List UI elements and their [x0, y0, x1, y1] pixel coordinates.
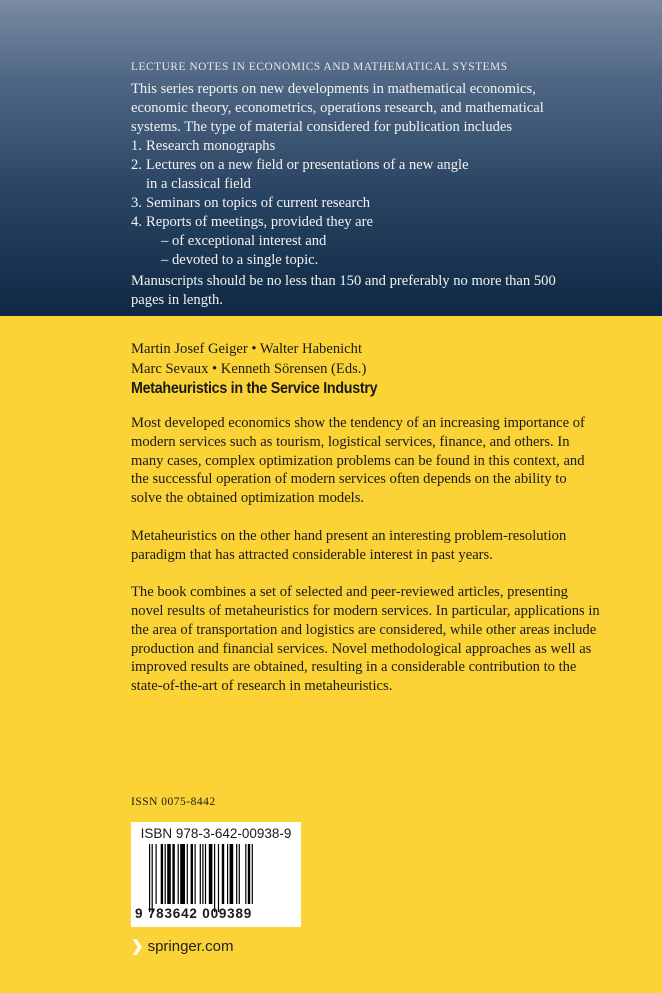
- barcode-bar: [239, 844, 240, 904]
- barcode-bar: [161, 844, 163, 904]
- sub-item: – of exceptional interest and: [161, 233, 327, 249]
- publisher-link[interactable]: ❯ springer.com: [131, 938, 234, 955]
- isbn: ISBN 978-3-642-00938-9: [140, 826, 292, 841]
- barcode-digits: 9 783642 009389: [135, 906, 253, 921]
- barcode-bar: [152, 844, 153, 912]
- barcode-bar: [205, 844, 206, 904]
- publication-types-list: [131, 137, 591, 270]
- barcode-bar: [149, 844, 150, 912]
- editors: Martin Josef Geiger • Walter Habenicht Marc Sevaux • Kenneth Sörensen (Eds.): [131, 341, 367, 377]
- barcode-bar: [214, 844, 215, 912]
- paragraph: The book combines a set of selected and peer-reviewed articles, presenting novel results of metaheuristics for modern services. In particular, applications in the area of transportation and logistics are considered, while other areas include production and financial services. Novel methodological approaches as well as improved results are obtained, resulting in a considerable contribution to the state-of-the-art of research in metaheuristics.: [131, 584, 600, 695]
- list-item: 2. Lectures on a new field or presentations of a new angle in a classical field: [131, 157, 469, 192]
- barcode-bar: [236, 844, 237, 904]
- barcode-bar: [200, 844, 201, 904]
- barcode-bar: [248, 844, 250, 904]
- series-description: [131, 80, 591, 310]
- barcode-bar: [202, 844, 203, 904]
- paragraph: Most developed economics show the tendency of an increasing importance of modern services such as tourism, logistical services, finance, and others. In many cases, complex optimization problems can be found in this context, and the successful operation of modern services often depends on the ability to solve the obtained optimization models.: [131, 415, 585, 507]
- barcode-bar: [227, 844, 228, 904]
- barcode-bar: [191, 844, 193, 904]
- book-description: [131, 414, 601, 715]
- book-title: Metaheuristics in the Service Industry: [131, 380, 378, 397]
- barcode-bar: [178, 844, 179, 904]
- series-heading: LECTURE NOTES IN ECONOMICS AND MATHEMATICAL SYSTEMS: [131, 61, 508, 73]
- sub-item: – devoted to a single topic.: [161, 252, 319, 268]
- list-item: 1. Research monographs: [131, 138, 276, 154]
- series-intro: This series reports on new developments in mathematical economics, economic theory, econometrics, operations research, and mathematical systems. The type of material considered for publication includes: [131, 81, 544, 135]
- list-item: 3. Seminars on topics of current research: [131, 195, 371, 211]
- series-info-panel: [0, 0, 662, 316]
- list-item: 4. Reports of meetings, provided they are – of exceptional interest and – devoted to a single topic.: [131, 213, 591, 270]
- barcode-bar: [187, 844, 188, 904]
- barcode-bar: [156, 844, 157, 904]
- paragraph: Metaheuristics on the other hand present an interesting problem-resolution paradigm that has attracted considerable interest in past years.: [131, 527, 567, 563]
- barcode-box: [131, 822, 301, 927]
- barcode-bar: [230, 844, 234, 904]
- barcode-icon: [149, 844, 285, 912]
- series-closing: Manuscripts should be no less than 150 and preferably no more than 500 pages in length.: [131, 273, 556, 308]
- barcode-bar: [172, 844, 174, 904]
- barcode-bar: [180, 844, 185, 904]
- barcode-bar: [195, 844, 196, 904]
- chevron-right-icon: ❯: [131, 938, 144, 955]
- barcode-bar: [165, 844, 166, 904]
- issn: ISSN 0075-8442: [131, 796, 216, 808]
- barcode-bar: [209, 844, 213, 904]
- barcode-bar: [245, 844, 246, 904]
- barcode-bar: [218, 844, 219, 912]
- barcode-bar: [167, 844, 171, 904]
- barcode-bar: [222, 844, 224, 904]
- barcode-bar: [252, 844, 253, 904]
